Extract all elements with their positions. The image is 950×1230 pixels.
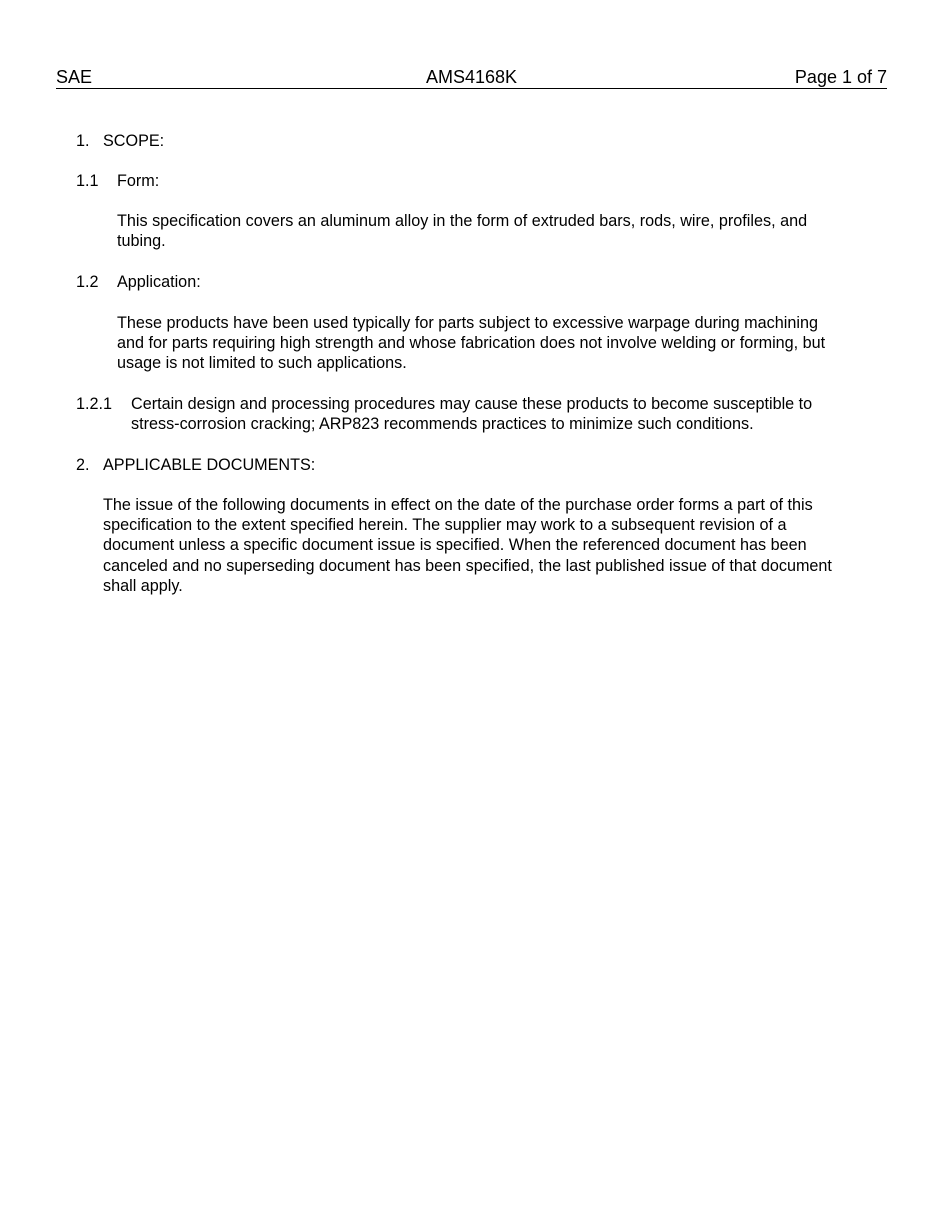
paragraph-line: canceled and no superseding document has been specified, the last published issue of that document xyxy=(103,556,832,575)
paragraph-line: and for parts requiring high strength and whose fabrication does not involve welding or forming, but xyxy=(117,334,826,353)
paragraph-line: This specification covers an aluminum alloy in the form of extruded bars, rods, wire, profiles, and xyxy=(117,212,808,230)
paragraph-line: These products have been used typically for parts subject to excessive warpage during machining xyxy=(117,314,818,332)
form-paragraph xyxy=(117,211,807,251)
paragraph-line: tubing. xyxy=(117,232,166,251)
paragraph-line: document unless a specific document issue is specified. When the referenced document has been xyxy=(103,536,807,555)
section-title: Application: xyxy=(117,273,201,291)
section-title: APPLICABLE DOCUMENTS: xyxy=(103,456,316,474)
paragraph-line: stress-corrosion cracking; ARP823 recommends practices to minimize such conditions. xyxy=(131,415,754,434)
page-header xyxy=(56,66,887,89)
section-number: 2. xyxy=(76,456,90,474)
paragraph-line: specification to the extent specified herein. The supplier may work to a subsequent revision of a xyxy=(103,516,787,535)
header-page-number: Page 1 of 7 xyxy=(794,67,887,87)
section-number: 1.2 xyxy=(76,273,99,291)
section-form-heading xyxy=(76,171,476,191)
header-document-id: AMS4168K xyxy=(425,67,518,87)
section-application-heading xyxy=(76,272,476,292)
application-paragraph xyxy=(117,313,825,374)
paragraph-line: The issue of the following documents in effect on the date of the purchase order forms a part of this xyxy=(103,496,813,514)
section-applicable-documents-heading xyxy=(76,455,476,475)
header-organization: SAE xyxy=(56,67,93,87)
section-scope-heading xyxy=(76,131,476,151)
section-number: 1. xyxy=(76,132,90,150)
paragraph-line: shall apply. xyxy=(103,576,183,595)
applicable-documents-paragraph xyxy=(103,495,832,596)
paragraph-line: Certain design and processing procedures may cause these products to become susceptible to xyxy=(131,395,813,413)
section-application-note-number xyxy=(76,394,126,414)
application-note-paragraph xyxy=(131,394,812,434)
section-number: 1.2.1 xyxy=(76,395,113,413)
section-number: 1.1 xyxy=(76,172,99,190)
section-title: SCOPE: xyxy=(103,132,165,150)
section-title: Form: xyxy=(117,172,160,190)
paragraph-line: usage is not limited to such applications. xyxy=(117,354,407,373)
